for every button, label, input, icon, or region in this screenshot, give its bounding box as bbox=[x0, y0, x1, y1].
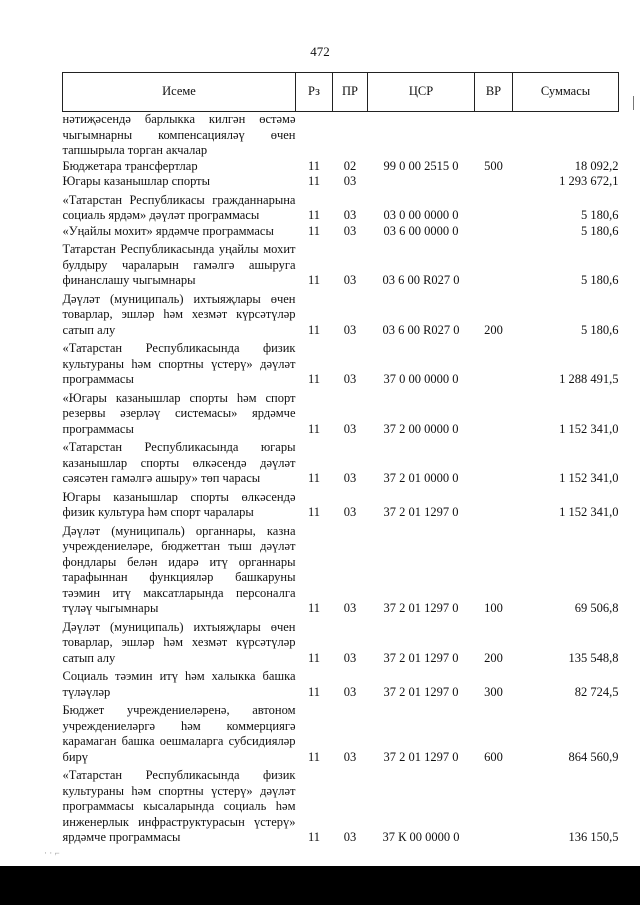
table-row bbox=[63, 239, 619, 289]
row-vr: 600 bbox=[484, 749, 503, 764]
scan-artifact-mark: · · ⌐ bbox=[44, 848, 60, 858]
table-row bbox=[63, 338, 619, 388]
row-name: «Татарстан Республикасында физик культураны һәм спортны үстерү» дәүләт программасы кысаларында социаль һәм инженерлык инфраструктурасын үстерү» ярдәмче программасы bbox=[62, 768, 296, 844]
row-name: «Татарстан Республикасында физик культураны һәм спортны үстерү» дәүләт программасы bbox=[62, 341, 296, 386]
row-pr: 03 bbox=[343, 830, 357, 844]
table-row bbox=[63, 765, 619, 846]
row-rz: 11 bbox=[307, 372, 321, 386]
row-name: «Югары казанышлар спорты һәм спорт резервы әзерләү системасы» ярдәмче программасы bbox=[62, 390, 296, 436]
row-rz: 11 bbox=[307, 601, 321, 615]
header-vr: ВР bbox=[475, 73, 513, 112]
row-sum: 5 180,6 bbox=[581, 208, 619, 222]
row-vr: 100 bbox=[484, 601, 503, 615]
row-name: Дәүләт (муниципаль) органнары, казна учреждениеләре, бюджеттан тыш дәүләт фондлары белән идарә итү органнары тарафыннан функцияләр башкаруны тәэмин итү максатларында персоналга түләү чыгымнары bbox=[62, 523, 296, 615]
row-pr: 03 bbox=[343, 505, 357, 519]
row-rz: 11 bbox=[307, 158, 321, 173]
row-sum: 1 152 341,0 bbox=[559, 505, 619, 519]
row-vr bbox=[475, 487, 513, 521]
row-vr bbox=[475, 338, 513, 388]
row-rz: 11 bbox=[307, 322, 321, 337]
row-pr: 03 bbox=[343, 372, 357, 386]
row-vr bbox=[475, 190, 513, 224]
row-rz: 11 bbox=[307, 174, 321, 188]
row-pr: 03 bbox=[343, 749, 357, 764]
row-name: Бюджетара трансфертлар bbox=[62, 158, 198, 173]
row-rz: 11 bbox=[307, 223, 321, 238]
row-csr: 99 0 00 2515 0 bbox=[383, 158, 459, 173]
row-csr: 03 0 00 0000 0 bbox=[383, 208, 459, 222]
row-pr: 03 bbox=[343, 273, 357, 287]
row-pr: 03 bbox=[343, 421, 357, 436]
row-name: «Татарстан Республикасында югары казанышлар спорты өлкәсендә дәүләт сәясәтен гамәлгә ашыру» төп чарасы bbox=[62, 440, 296, 485]
row-pr bbox=[333, 112, 368, 159]
row-csr: 37 0 00 0000 0 bbox=[383, 372, 459, 386]
row-rz: 11 bbox=[307, 830, 321, 844]
row-sum: 82 724,5 bbox=[574, 684, 619, 699]
row-csr bbox=[368, 174, 475, 190]
row-vr bbox=[475, 437, 513, 487]
table-row bbox=[63, 617, 619, 667]
header-sum: Суммасы bbox=[513, 73, 619, 112]
row-sum: 1 293 672,1 bbox=[559, 174, 619, 188]
row-sum: 1 152 341,0 bbox=[559, 471, 619, 485]
row-rz: 11 bbox=[307, 208, 321, 222]
row-vr bbox=[475, 174, 513, 190]
row-sum: 1 288 491,5 bbox=[559, 372, 619, 386]
table-row bbox=[63, 174, 619, 190]
table-row bbox=[63, 700, 619, 765]
row-pr: 02 bbox=[343, 158, 357, 173]
row-vr: 200 bbox=[484, 322, 503, 337]
row-pr: 03 bbox=[343, 650, 357, 665]
row-name: нәтиҗәсендә барлыкка килгән өстәмә чыгымнарны компенсацияләү өчен тапшырыла торган акчалар bbox=[62, 112, 296, 157]
header-name: Исеме bbox=[63, 73, 296, 112]
row-sum: 18 092,2 bbox=[574, 158, 619, 173]
row-vr bbox=[475, 112, 513, 159]
row-csr: 37 2 01 0000 0 bbox=[383, 471, 459, 485]
row-rz: 11 bbox=[307, 471, 321, 485]
row-pr: 03 bbox=[343, 322, 357, 337]
row-sum: 136 150,5 bbox=[568, 830, 619, 844]
row-csr: 37 2 01 1297 0 bbox=[383, 650, 459, 665]
scan-edge-mark bbox=[633, 96, 634, 110]
row-name: Дәүләт (муниципаль) ихтыяҗлары өчен товарлар, эшләр һәм хезмәт күрсәтүләр сатып алу bbox=[62, 619, 296, 665]
row-pr: 03 bbox=[343, 684, 357, 699]
row-name: «Татарстан Республикасы гражданнарына социаль ярдәм» дәүләт программасы bbox=[62, 192, 296, 222]
header-rz: Рз bbox=[296, 73, 333, 112]
row-rz: 11 bbox=[307, 421, 321, 436]
row-csr: 37 2 01 1297 0 bbox=[383, 601, 459, 615]
table-header-row bbox=[63, 73, 619, 112]
table-row bbox=[63, 112, 619, 159]
header-pr: ПР bbox=[333, 73, 368, 112]
row-rz: 11 bbox=[307, 650, 321, 665]
row-pr: 03 bbox=[343, 174, 357, 188]
table-row bbox=[63, 666, 619, 700]
row-csr: 37 2 01 1297 0 bbox=[383, 684, 459, 699]
row-sum: 69 506,8 bbox=[574, 601, 619, 615]
table-row bbox=[63, 190, 619, 224]
row-vr: 500 bbox=[484, 158, 503, 173]
row-vr bbox=[475, 388, 513, 438]
table-row bbox=[63, 289, 619, 339]
row-vr bbox=[475, 765, 513, 846]
row-name: Социаль тәэмин итү һәм халыкка башка түләүләр bbox=[62, 669, 296, 699]
row-sum: 5 180,6 bbox=[581, 223, 619, 238]
row-csr: 03 6 00 R027 0 bbox=[382, 273, 460, 287]
row-pr: 03 bbox=[343, 601, 357, 615]
row-pr: 03 bbox=[343, 223, 357, 238]
row-sum: 5 180,6 bbox=[581, 273, 619, 287]
row-rz bbox=[296, 112, 333, 159]
row-rz: 11 bbox=[307, 749, 321, 764]
budget-table bbox=[62, 72, 619, 846]
row-name: Югары казанышлар спорты өлкәсендә физик культура һәм спорт чаралары bbox=[62, 489, 296, 519]
row-csr: 37 2 01 1297 0 bbox=[383, 749, 459, 764]
row-rz: 11 bbox=[307, 505, 321, 519]
row-rz: 11 bbox=[307, 684, 321, 699]
row-name: Татарстан Республикасында уңайлы мохит булдыру чараларын гамәлгә ашыруга финанслашу чыгымнары bbox=[62, 242, 296, 287]
row-vr bbox=[475, 239, 513, 289]
row-csr bbox=[368, 112, 475, 159]
page-number: 472 bbox=[310, 44, 330, 59]
row-csr: 03 6 00 R027 0 bbox=[382, 322, 460, 337]
row-vr: 300 bbox=[484, 684, 503, 699]
row-csr: 03 6 00 0000 0 bbox=[383, 223, 459, 238]
table-row bbox=[63, 224, 619, 240]
row-csr: 37 К 00 0000 0 bbox=[382, 830, 460, 844]
table-row bbox=[63, 159, 619, 175]
table-row bbox=[63, 487, 619, 521]
row-name: Дәүләт (муниципаль) ихтыяҗлары өчен товарлар, эшләр һәм хезмәт күрсәтүләр сатып алу bbox=[62, 291, 296, 337]
row-pr: 03 bbox=[343, 471, 357, 485]
table-row bbox=[63, 521, 619, 617]
row-sum: 864 560,9 bbox=[568, 749, 619, 764]
row-vr: 200 bbox=[484, 650, 503, 665]
row-pr: 03 bbox=[343, 208, 357, 222]
scan-bottom-bar bbox=[0, 866, 640, 905]
row-name: «Уңайлы мохит» ярдәмче программасы bbox=[62, 223, 274, 238]
header-csr: ЦСР bbox=[368, 73, 475, 112]
row-vr bbox=[475, 224, 513, 240]
row-csr: 37 2 01 1297 0 bbox=[383, 505, 459, 519]
table-row bbox=[63, 388, 619, 438]
table-row bbox=[63, 437, 619, 487]
row-sum: 1 152 341,0 bbox=[559, 421, 619, 436]
row-name: Бюджет учреждениеләренә, автоном учреждениеләргә һәм коммерциягә карамаган башка оешмаларга субсидияләр бирү bbox=[62, 703, 296, 764]
row-csr: 37 2 00 0000 0 bbox=[383, 421, 459, 436]
row-rz: 11 bbox=[307, 273, 321, 287]
row-name: Югары казанышлар спорты bbox=[62, 174, 211, 188]
row-sum bbox=[513, 112, 619, 159]
row-sum: 135 548,8 bbox=[568, 650, 619, 665]
row-sum: 5 180,6 bbox=[581, 322, 619, 337]
